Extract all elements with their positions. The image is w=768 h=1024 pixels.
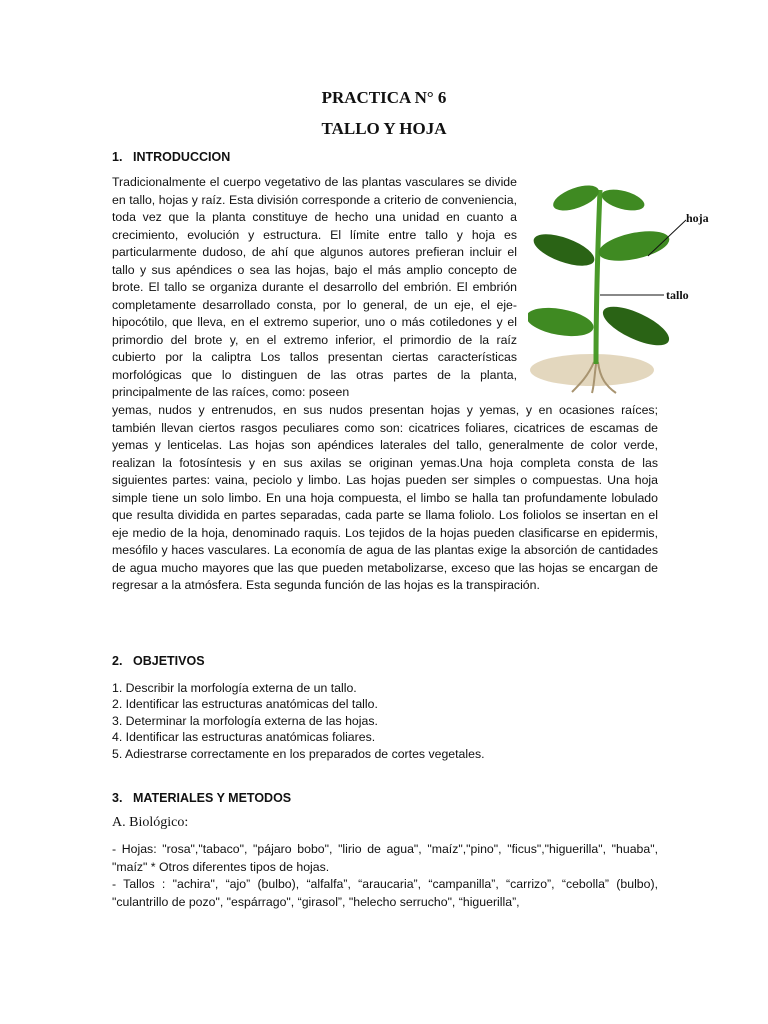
- materials-tallos: - Tallos : "achira", “ajo” (bulbo), “alfalfa”, “araucaria”, “campanilla”, “carrizo”, “cebolla” (bulbo), "culantrillo de pozo", "espárrago", “girasol”, "helecho serrucho", “higuerilla”,: [112, 877, 658, 909]
- section-title: MATERIALES Y METODOS: [133, 791, 292, 805]
- list-item: 2. Identificar las estructuras anatómicas del tallo.: [112, 697, 378, 712]
- section-number: 1.: [112, 150, 123, 164]
- materials-hojas: - Hojas: "rosa","tabaco", "pájaro bobo", "lirio de agua", "maíz","pino", "ficus","higuerilla", "huaba", "maíz" * Otros diferentes tipos de hojas.: [112, 842, 658, 874]
- intro-paragraph-wrapped: Tradicionalmente el cuerpo vegetativo de las plantas vasculares se divide en tallo, hojas y raíz. Esta división corresponde a criterio de conveniencia, toda vez que la planta constituye de hecho una unidad en cuanto a crecimiento, evolución y estructura. El límite entre tallo y hoja es particularmente dudoso, de ahí que algunos autores prefieran incluir el tallo y sus apéndices o sea las hojas, bajo el más amplio concepto de brote. El tallo se organiza durante el desarrollo del embrión. El embrión completamente desarrollado consta, por lo general, de un eje, el eje-hipocótilo, que lleva, en el extremo superior, uno o más cotiledones y el primordio del brote y, en el extremo inferior, el primordio de la raíz cubierto por la caliptra Los tallos presentan ciertas características morfológicas que lo distinguen de las otras partes de la planta, principalmente de las raíces, como: poseen: [112, 175, 517, 399]
- leaf-mid-right: [596, 226, 672, 266]
- leaf-low-left: [528, 303, 596, 340]
- leaf-mid-left: [530, 228, 598, 272]
- document-subtitle: TALLO Y HOJA: [321, 119, 447, 138]
- plant-figure: [528, 180, 709, 393]
- soil-shadow: [530, 354, 654, 386]
- section-heading-introduccion: [112, 150, 230, 164]
- materials-list: [112, 841, 658, 911]
- list-item: 5. Adiestrarse correctamente en los preparados de cortes vegetales.: [112, 746, 485, 761]
- intro-paragraph-full: yemas, nudos y entrenudos, en sus nudos presentan hojas y yemas, y en ocasiones raíces; también llevan ciertos rasgos peculiares como son: cicatrices foliares, cicatrices de escamas de yemas y lenticelas. Las hojas son apéndices laterales del tallo, generalmente de color verde, realizan la fotosíntesis y en sus axilas se originan yemas.Una hoja completa consta de las siguientes partes: vaina, peciolo y limbo. Las hojas pueden ser simples o compuestas. Una hoja simple tiene un solo limbo. En una hoja compuesta, el limbo se halla tan profundamente lobulado que resulta dividida en partes separadas, cada parte se llama foliolo. Los foliolos se insertan en el eje medio de la hoja, denominado raquis. Los tejidos de la hojas pueden clasificarse en epidermis, mesófilo y haces vasculares. La economía de agua de las plantas exige la absorción de cantidades de agua mucho mayores que las que pueden metabolizarse, exceso que las hojas se encargan de regresar a la atmósfera. Esta segunda función de las hojas es la transpiración.: [112, 403, 658, 592]
- plant-stem: [596, 190, 600, 364]
- list-item: 3. Determinar la morfología externa de las hojas.: [112, 713, 378, 728]
- leaf-label: hoja: [686, 211, 709, 225]
- subheading-biologico: A. Biológico:: [112, 815, 189, 830]
- document-title: PRACTICA N° 6: [321, 88, 447, 107]
- section-heading-objetivos: [112, 654, 205, 668]
- stem-label: tallo: [666, 288, 689, 302]
- leaf-top-left: [550, 180, 602, 215]
- list-item: 4. Identificar las estructuras anatómicas foliares.: [112, 730, 376, 745]
- leaf-top-right: [599, 186, 646, 215]
- section-title: INTRODUCCION: [133, 150, 231, 164]
- section-title: OBJETIVOS: [133, 654, 205, 668]
- section-heading-materiales: [112, 791, 291, 805]
- section-number: 2.: [112, 654, 123, 668]
- plant-illustration: [528, 180, 724, 394]
- leaf-low-right: [598, 299, 674, 353]
- section-number: 3.: [112, 791, 123, 805]
- objectives-list: [112, 680, 485, 762]
- list-item: 1. Describir la morfología externa de un tallo.: [112, 681, 357, 695]
